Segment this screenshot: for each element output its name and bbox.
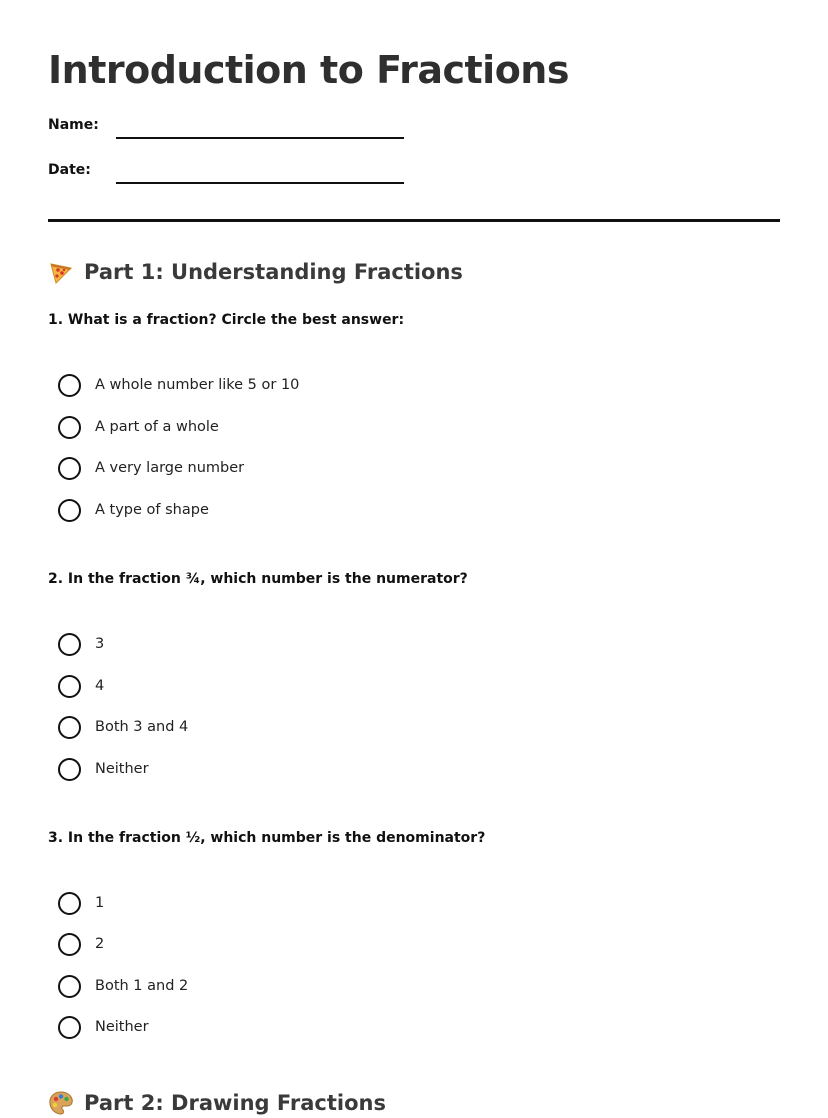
q1-option-1[interactable] (58, 372, 299, 398)
radio-circle[interactable] (58, 758, 81, 781)
radio-circle[interactable] (58, 892, 81, 915)
name-field (48, 117, 408, 141)
q3-option-3[interactable] (58, 973, 188, 999)
date-input-line[interactable] (116, 182, 404, 184)
q1-option-2[interactable] (58, 414, 219, 440)
option-label: 1 (95, 895, 105, 911)
radio-circle[interactable] (58, 633, 81, 656)
q3-option-2[interactable] (58, 931, 104, 957)
question-2: 2. In the fraction ¾, which number is the numerator? (48, 571, 468, 587)
q3-option-4[interactable] (58, 1014, 149, 1040)
option-label: A whole number like 5 or 10 (95, 377, 300, 393)
part1-heading (48, 257, 463, 287)
radio-circle[interactable] (58, 716, 81, 739)
q2-option-3[interactable] (58, 714, 188, 740)
option-label: Both 1 and 2 (95, 978, 189, 994)
radio-circle[interactable] (58, 933, 81, 956)
option-label: 2 (95, 936, 105, 952)
option-label: A very large number (95, 460, 245, 476)
q2-option-4[interactable] (58, 756, 149, 782)
q3-option-1[interactable] (58, 890, 104, 916)
date-label: Date: (48, 162, 91, 178)
q1-option-3[interactable] (58, 455, 244, 481)
option-label: Both 3 and 4 (95, 719, 189, 735)
pizza-icon (48, 259, 74, 285)
radio-circle[interactable] (58, 499, 81, 522)
page-title: Introduction to Fractions (48, 48, 569, 92)
part1-heading-text: Part 1: Understanding Fractions (84, 260, 463, 284)
header-divider (48, 219, 780, 222)
q2-option-1[interactable] (58, 631, 104, 657)
q2-option-2[interactable] (58, 673, 104, 699)
option-label: 3 (95, 636, 105, 652)
question-1: 1. What is a fraction? Circle the best answer: (48, 312, 405, 328)
radio-circle[interactable] (58, 416, 81, 439)
radio-circle[interactable] (58, 675, 81, 698)
radio-circle[interactable] (58, 374, 81, 397)
radio-circle[interactable] (58, 1016, 81, 1039)
name-label: Name: (48, 117, 99, 133)
option-label: 4 (95, 678, 105, 694)
name-input-line[interactable] (116, 137, 404, 139)
part2-heading (48, 1088, 386, 1118)
option-label: A part of a whole (95, 419, 219, 435)
question-3: 3. In the fraction ½, which number is the denominator? (48, 830, 486, 846)
option-label: A type of shape (95, 502, 209, 518)
worksheet-page (48, 0, 780, 1118)
option-label: Neither (95, 1019, 149, 1035)
date-field (48, 162, 408, 186)
palette-icon (48, 1090, 74, 1116)
radio-circle[interactable] (58, 457, 81, 480)
q1-option-4[interactable] (58, 497, 209, 523)
part2-heading-text: Part 2: Drawing Fractions (84, 1091, 386, 1115)
radio-circle[interactable] (58, 975, 81, 998)
option-label: Neither (95, 761, 149, 777)
